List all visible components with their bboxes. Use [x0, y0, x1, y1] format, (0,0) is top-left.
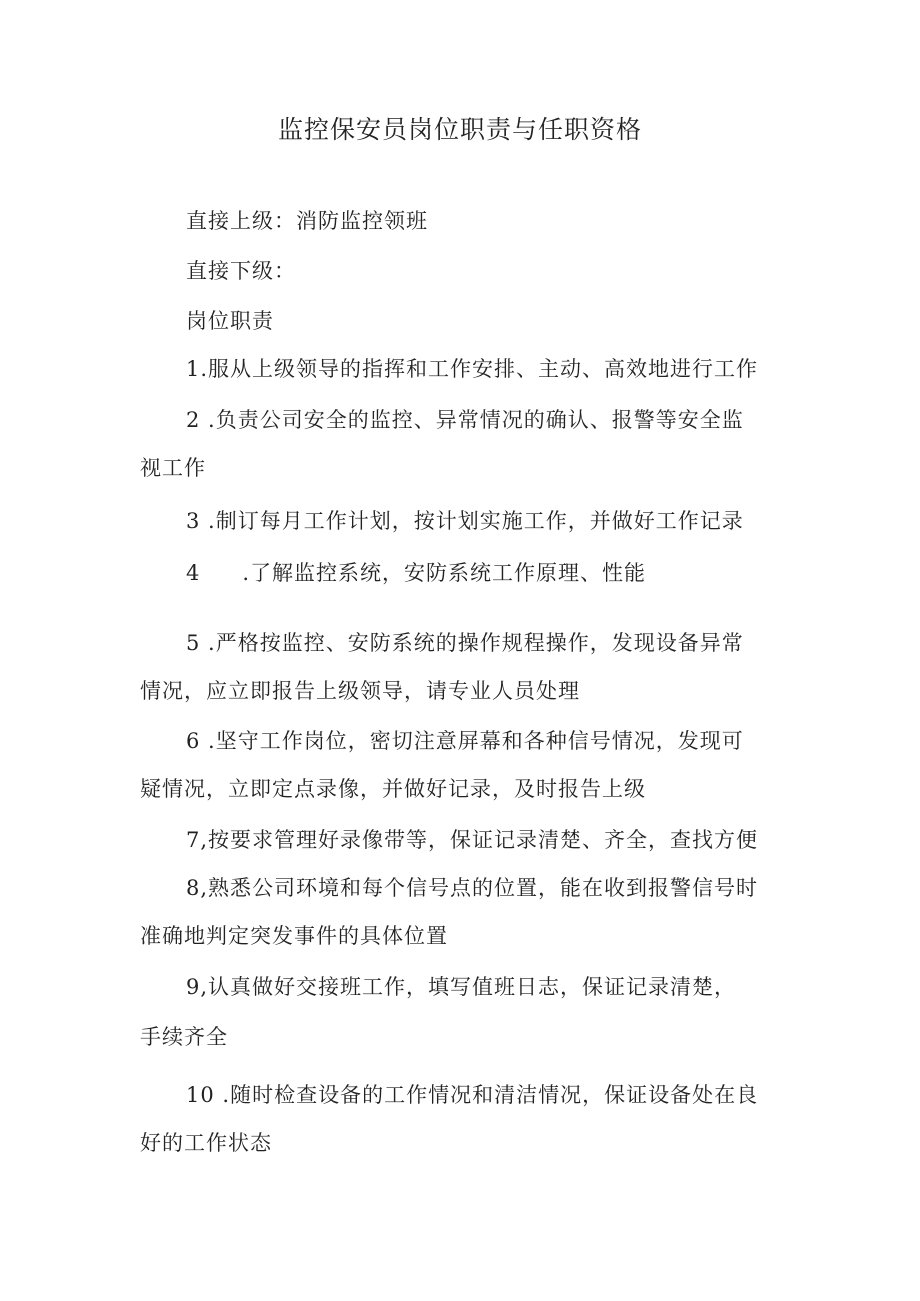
- duty-item-10: [186, 1080, 836, 1110]
- item-text: 坚守工作岗位，密切注意屏幕和各种信号情况，发现可: [215, 729, 744, 753]
- item-text: 随时检查设备的工作情况和清洁情况，保证设备处在良: [230, 1083, 759, 1107]
- item-number: 8,: [186, 876, 209, 900]
- item-text: 按要求管理好录像带等，保证记录清楚、齐全，查找方便: [208, 828, 759, 852]
- item-number: 2 .: [186, 408, 216, 432]
- item-text: 制订每月工作计划，按计划实施工作，并做好工作记录: [215, 509, 744, 533]
- duty-item-6-continued: 疑情况，立即定点录像，并做好记录，及时报告上级: [140, 777, 646, 801]
- duty-item-7: [186, 825, 836, 855]
- duty-item-5: [186, 628, 836, 658]
- duty-item-9-continued: 手续齐全: [140, 1025, 228, 1049]
- direct-subordinate: 直接下级：: [186, 259, 296, 283]
- duty-item-4: [186, 558, 836, 588]
- item-number: 7,: [186, 828, 209, 852]
- item-number: 10 .: [186, 1083, 231, 1107]
- duty-item-10-continued: 好的工作状态: [140, 1131, 272, 1155]
- direct-superior: 直接上级：消防监控领班: [186, 209, 428, 233]
- item-number: 3 .: [186, 509, 216, 533]
- duty-item-1: [186, 354, 836, 384]
- duty-item-9: [186, 972, 836, 1002]
- duty-item-8: [186, 873, 836, 903]
- item-number: 5 .: [186, 631, 216, 655]
- duty-item-5-continued: 情况，应立即报告上级领导，请专业人员处理: [140, 679, 580, 703]
- item-text: 了解监控系统，安防系统工作原理、性能: [250, 561, 647, 585]
- duty-item-2: [186, 405, 836, 435]
- item-text: 熟悉公司环境和每个信号点的位置，能在收到报警信号时: [208, 876, 759, 900]
- item-text: 负责公司安全的监控、异常情况的确认、报警等安全监: [215, 408, 744, 432]
- item-number: 6 .: [186, 729, 216, 753]
- item-text: 服从上级领导的指挥和工作安排、主动、高效地进行工作: [208, 357, 759, 381]
- duty-item-3: [186, 506, 836, 536]
- duty-item-2-continued: 视工作: [140, 456, 206, 480]
- item-text: 认真做好交接班工作，填写值班日志，保证记录清楚，: [208, 975, 737, 999]
- duty-item-8-continued: 准确地判定突发事件的具体位置: [140, 924, 448, 948]
- item-number-suffix: .: [242, 561, 251, 585]
- item-number: 9,: [186, 975, 209, 999]
- page-title: 监控保安员岗位职责与任职资格: [277, 115, 642, 144]
- duty-item-6: [186, 726, 836, 756]
- item-text: 严格按监控、安防系统的操作规程操作，发现设备异常: [215, 631, 744, 655]
- item-number: 4: [186, 561, 201, 585]
- item-number: 1.: [186, 357, 209, 381]
- section-heading: 岗位职责: [186, 309, 274, 333]
